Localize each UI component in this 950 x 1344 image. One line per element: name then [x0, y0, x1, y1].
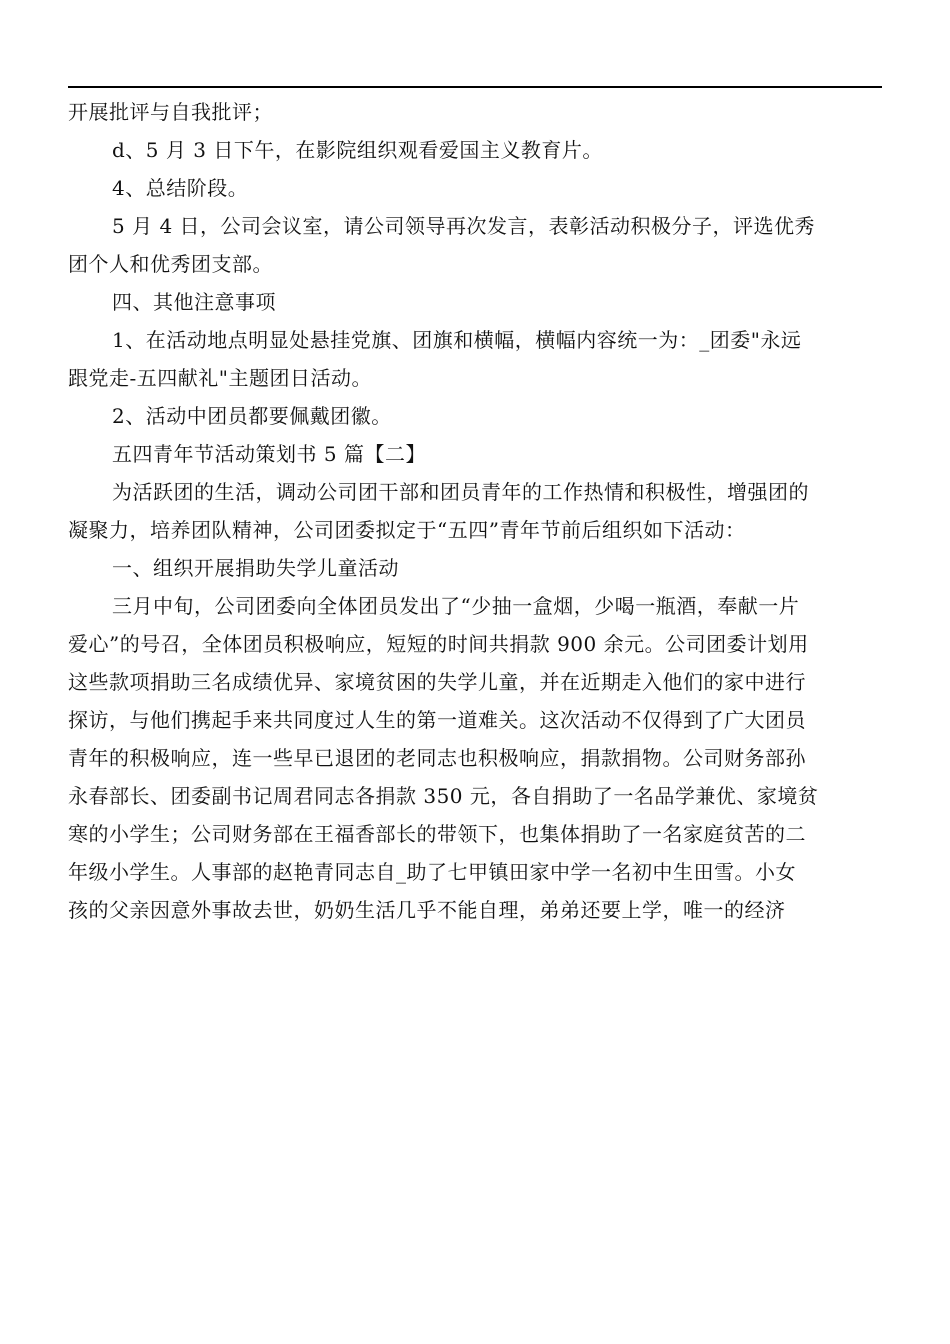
document-body — [68, 93, 882, 929]
text-line: d、5 月 3 日下午，在影院组织观看爱国主义教育片。 — [112, 138, 603, 162]
paragraph-11 — [68, 587, 882, 929]
text-line: 爱心”的号召，全体团员积极响应，短短的时间共捐款 900 余元。公司团委计划用 — [68, 632, 809, 656]
paragraph-6 — [68, 321, 882, 397]
text-line: 开展批评与自我批评； — [68, 100, 273, 124]
text-line: 三月中旬，公司团委向全体团员发出了“少抽一盒烟，少喝一瓶酒，奉献一片 — [112, 594, 800, 618]
text-line: 这些款项捐助三名成绩优异、家境贫困的失学儿童，并在近期走入他们的家中进行 — [68, 670, 806, 694]
text-line: 5 月 4 日，公司会议室，请公司领导再次发言，表彰活动积极分子，评选优秀 — [112, 214, 816, 238]
paragraph-4 — [68, 207, 882, 283]
text-line: 青年的积极响应，连一些早已退团的老同志也积极响应，捐款捐物。公司财务部孙 — [68, 746, 806, 770]
text-line: 凝聚力，培养团队精神，公司团委拟定于“五四”青年节前后组织如下活动： — [68, 518, 746, 542]
paragraph-2 — [68, 131, 882, 169]
text-line: 团个人和优秀团支部。 — [68, 252, 273, 276]
paragraph-3 — [68, 169, 882, 207]
text-line: 孩的父亲因意外事故去世，奶奶生活几乎不能自理，弟弟还要上学，唯一的经济 — [68, 898, 786, 922]
text-line: 年级小学生。人事部的赵艳青同志自_助了七甲镇田家中学一名初中生田雪。小女 — [68, 860, 796, 884]
text-line: 五四青年节活动策划书 5 篇【二】 — [112, 442, 426, 466]
paragraph-9 — [68, 473, 882, 549]
text-line: 四、其他注意事项 — [112, 290, 276, 314]
section-heading-other-notes — [68, 283, 882, 321]
text-line: 永春部长、团委副书记周君同志各捐款 350 元，各自捐助了一名品学兼优、家境贫 — [68, 784, 819, 808]
article-title — [68, 435, 882, 473]
text-line: 跟党走-五四献礼"主题团日活动。 — [68, 366, 372, 390]
text-line: 为活跃团的生活，调动公司团干部和团员青年的工作热情和积极性，增强团的 — [112, 480, 809, 504]
text-line: 2、活动中团员都要佩戴团徽。 — [112, 404, 392, 428]
paragraph-7 — [68, 397, 882, 435]
section-heading-donation — [68, 549, 882, 587]
text-line: 探访，与他们携起手来共同度过人生的第一道难关。这次活动不仅得到了广大团员 — [68, 708, 806, 732]
header-rule — [68, 86, 882, 88]
text-line: 一、组织开展捐助失学儿童活动 — [112, 556, 399, 580]
paragraph-1 — [68, 93, 882, 131]
text-line: 4、总结阶段。 — [112, 176, 249, 200]
text-line: 寒的小学生；公司财务部在王福香部长的带领下，也集体捐助了一名家庭贫苦的二 — [68, 822, 806, 846]
text-line: 1、在活动地点明显处悬挂党旗、团旗和横幅，横幅内容统一为：_团委"永远 — [112, 328, 802, 352]
